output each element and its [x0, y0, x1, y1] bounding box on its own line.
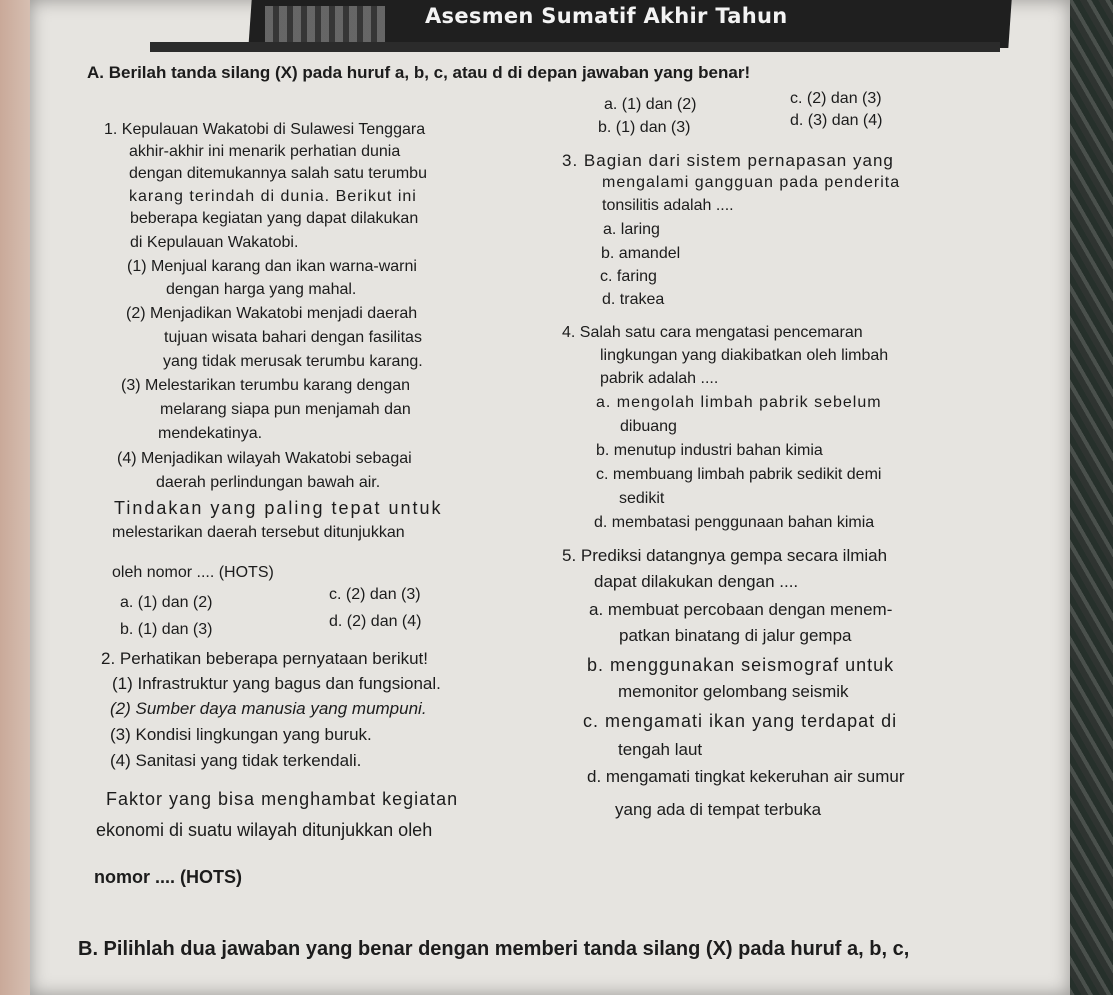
header-illustration [265, 6, 385, 42]
question-5-option-a[interactable]: a. membuat percobaan dengan menem- [589, 600, 893, 619]
question-3-prompt: mengalami gangguan pada penderita [602, 174, 901, 191]
question-4-prompt: lingkungan yang diakibatkan oleh limbah [600, 347, 889, 364]
question-2-prompt: ekonomi di suatu wilayah ditunjukkan oleh [96, 820, 433, 840]
question-1-line: akhir-akhir ini menarik perhatian dunia [129, 143, 401, 160]
question-3-option-b[interactable]: b. amandel [601, 245, 681, 262]
question-1-statement: mendekatinya. [158, 425, 263, 442]
question-1-option-c[interactable]: c. (2) dan (3) [329, 586, 421, 603]
question-4-option-a[interactable]: a. mengolah limbah pabrik sebelum [596, 394, 882, 411]
question-1-option-d[interactable]: d. (2) dan (4) [329, 613, 422, 630]
question-4-option-c[interactable]: c. membuang limbah pabrik sedikit demi [596, 466, 882, 483]
question-0-option-a[interactable]: a. (1) dan (2) [604, 96, 697, 113]
question-1-prompt: melestarikan daerah tersebut ditunjukkan [112, 524, 405, 541]
question-2-prompt: nomor .... (HOTS) [94, 867, 242, 887]
question-2-prompt: Faktor yang bisa menghambat kegiatan [106, 789, 459, 809]
question-1-statement: tujuan wisata bahari dengan fasilitas [164, 329, 422, 346]
section-b-instruction: B. Pilihlah dua jawaban yang benar dengan memberi tanda silang (X) pada huruf a, b, c, [78, 938, 910, 960]
header-underline [150, 42, 1000, 52]
question-5-option-b[interactable]: b. menggunakan seismograf untuk [587, 655, 895, 675]
question-5-prompt: 5. Prediksi datangnya gempa secara ilmiah [562, 546, 888, 565]
question-4-option-a-cont: dibuang [620, 418, 677, 435]
question-4-prompt: 4. Salah satu cara mengatasi pencemaran [562, 324, 863, 341]
question-5-option-d[interactable]: d. mengamati tingkat kekeruhan air sumur [587, 767, 905, 786]
question-1-statement: (4) Menjadikan wilayah Wakatobi sebagai [117, 450, 412, 467]
question-5-option-a-cont: patkan binatang di jalur gempa [619, 626, 852, 645]
question-1-line: 1. Kepulauan Wakatobi di Sulawesi Tenggara [104, 121, 426, 138]
question-0-option-c[interactable]: c. (2) dan (3) [790, 90, 882, 107]
question-1-statement: (1) Menjual karang dan ikan warna-warni [127, 258, 417, 275]
question-2-prompt: 2. Perhatikan beberapa pernyataan berikut! [101, 649, 429, 668]
question-1-line: beberapa kegiatan yang dapat dilakukan [130, 210, 419, 227]
question-1-prompt: Tindakan yang paling tepat untuk [114, 498, 443, 518]
question-4-option-b[interactable]: b. menutup industri bahan kimia [596, 442, 823, 459]
question-1-line: di Kepulauan Wakatobi. [130, 234, 299, 251]
question-1-statement: melarang siapa pun menjamah dan [160, 401, 411, 418]
question-5-option-d-cont: yang ada di tempat terbuka [615, 800, 822, 819]
page-title: Asesmen Sumatif Akhir Tahun [425, 4, 788, 28]
question-1-statement: daerah perlindungan bawah air. [156, 474, 381, 491]
worksheet-paper [30, 0, 1070, 995]
question-2-statement: (1) Infrastruktur yang bagus dan fungsional. [112, 674, 441, 693]
question-3-prompt: tonsilitis adalah .... [602, 197, 734, 214]
question-4-option-c-cont: sedikit [619, 490, 665, 507]
question-3-option-c-marked[interactable]: c. faring [600, 268, 657, 285]
section-a-instruction: A. Berilah tanda silang (X) pada huruf a, b, c, atau d di depan jawaban yang benar! [87, 63, 751, 82]
question-1-statement: (2) Menjadikan Wakatobi menjadi daerah [126, 305, 418, 322]
question-5-option-c-marked[interactable]: c. mengamati ikan yang terdapat di [583, 711, 898, 731]
question-3-option-d[interactable]: d. trakea [602, 291, 665, 308]
question-1-prompt: oleh nomor .... (HOTS) [112, 564, 274, 581]
question-0-option-b[interactable]: b. (1) dan (3) [598, 119, 691, 136]
question-3-option-a[interactable]: a. laring [603, 221, 660, 238]
question-1-line: karang terindah di dunia. Berikut ini [129, 188, 417, 205]
question-1-option-a[interactable]: a. (1) dan (2) [120, 594, 213, 611]
question-5-option-b-cont: memonitor gelombang seismik [618, 682, 849, 701]
right-background-fabric [1063, 0, 1113, 995]
question-1-statement: yang tidak merusak terumbu karang. [163, 353, 423, 370]
question-1-line: dengan ditemukannya salah satu terumbu [129, 165, 427, 182]
question-1-option-b-marked[interactable]: b. (1) dan (3) [120, 621, 213, 638]
question-1-statement: dengan harga yang mahal. [166, 281, 357, 298]
question-1-statement: (3) Melestarikan terumbu karang dengan [121, 377, 411, 394]
question-4-prompt: pabrik adalah .... [600, 370, 719, 387]
question-5-option-c-cont: tengah laut [618, 740, 703, 759]
question-2-statement: (2) Sumber daya manusia yang mumpuni. [110, 699, 427, 718]
question-5-prompt: dapat dilakukan dengan .... [594, 572, 799, 591]
question-4-option-d-marked[interactable]: d. membatasi penggunaan bahan kimia [594, 514, 875, 531]
question-2-statement: (3) Kondisi lingkungan yang buruk. [110, 725, 372, 744]
question-2-statement: (4) Sanitasi yang tidak terkendali. [110, 751, 362, 770]
question-0-option-d[interactable]: d. (3) dan (4) [790, 112, 883, 129]
question-3-prompt: 3. Bagian dari sistem pernapasan yang [562, 151, 894, 170]
